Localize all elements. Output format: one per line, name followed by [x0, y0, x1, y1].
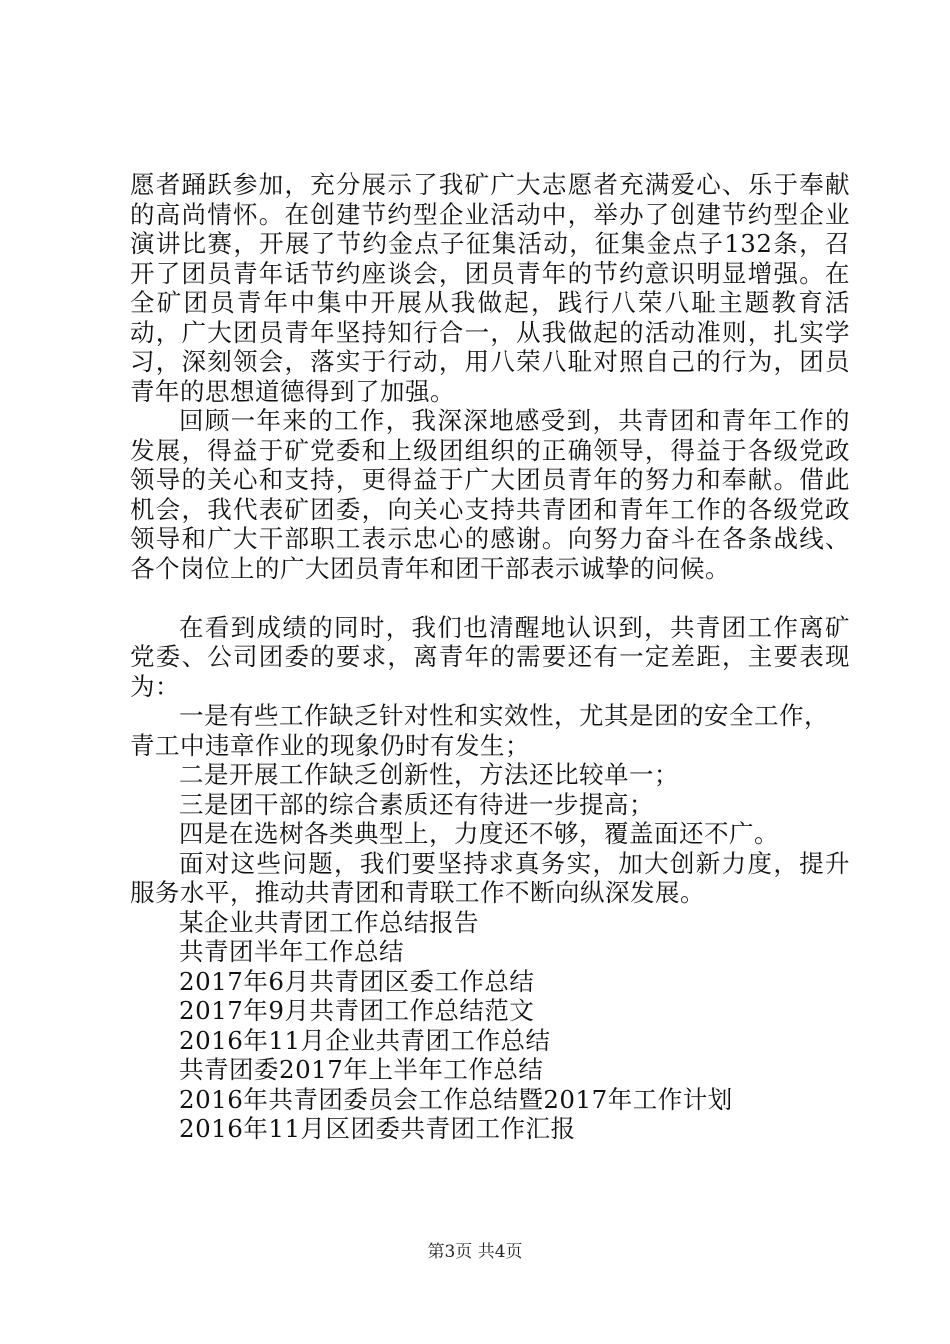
paragraph-continued: 愿者踊跃参加，充分展示了我矿广大志愿者充满爱心、乐于奉献的高尚情怀。在创建节约型企业活动中，举办了创建节约型企业演讲比赛，开展了节约金点子征集活动，征集金点子132条，召开了团员青年话节约座谈会，团员青年的节约意识明显增强。在全矿团员青年中集中开展从我做起，践行八荣八耻主题教育活动，广大团员青年坚持知行合一，从我做起的活动准则，扎实学习，深刻领会，落实于行动，用八荣八耻对照自己的行为，团员青年的思想道德得到了加强。: [130, 170, 850, 406]
page-number-footer: 第3页 共4页: [427, 1242, 523, 1262]
problem-item-1: 一是有些工作缺乏针对性和实效性，尤其是团的安全工作，青工中违章作业的现象仍时有发生；: [130, 701, 829, 760]
paragraph-spacer: [130, 583, 850, 613]
related-link-6[interactable]: 共青团委2017年上半年工作总结: [179, 1055, 544, 1084]
related-link-8[interactable]: 2016年11月区团委共青团工作汇报: [179, 1114, 576, 1143]
related-link-1[interactable]: 某企业共青团工作总结报告: [179, 907, 479, 937]
problem-item-4: 四是在选树各类典型上，力度还不够，覆盖面还不广。: [179, 819, 779, 848]
related-link-2[interactable]: 共青团半年工作总结: [179, 937, 404, 966]
paragraph-gratitude: 回顾一年来的工作，我深深地感受到，共青团和青年工作的发展，得益于矿党委和上级团组织的正确领导，得益于各级党政领导的关心和支持，更得益于广大团员青年的努力和奉献。借此机会，我代表矿团委，向关心支持共青团和青年工作的各级党政领导和广大干部职工表示忠心的感谢。向努力奋斗在各条战线、各个岗位上的广大团员青年和团干部表示诚挚的问候。: [130, 406, 850, 583]
related-link-4[interactable]: 2017年9月共青团工作总结范文: [179, 996, 535, 1025]
related-links-list: [130, 908, 850, 1144]
paragraph-shortcomings-intro: 在看到成绩的同时，我们也清醒地认识到，共青团工作离矿党委、公司团委的要求，离青年的需要还有一定差距，主要表现为：: [130, 612, 850, 701]
problem-item-2: 二是开展工作缺乏创新性，方法还比较单一；: [179, 760, 679, 789]
related-link-5[interactable]: 2016年11月企业共青团工作总结: [179, 1025, 551, 1055]
related-link-7[interactable]: 2016年共青团委员会工作总结暨2017年工作计划: [179, 1084, 733, 1114]
paragraph-closing: 面对这些问题，我们要坚持求真务实，加大创新力度，提升服务水平，推动共青团和青联工作不断向纵深发展。: [130, 848, 850, 907]
problem-item-3: 三是团干部的综合素质还有待进一步提高；: [179, 789, 654, 819]
document-body: [130, 170, 850, 1144]
related-link-3[interactable]: 2017年6月共青团区委工作总结: [179, 966, 535, 996]
